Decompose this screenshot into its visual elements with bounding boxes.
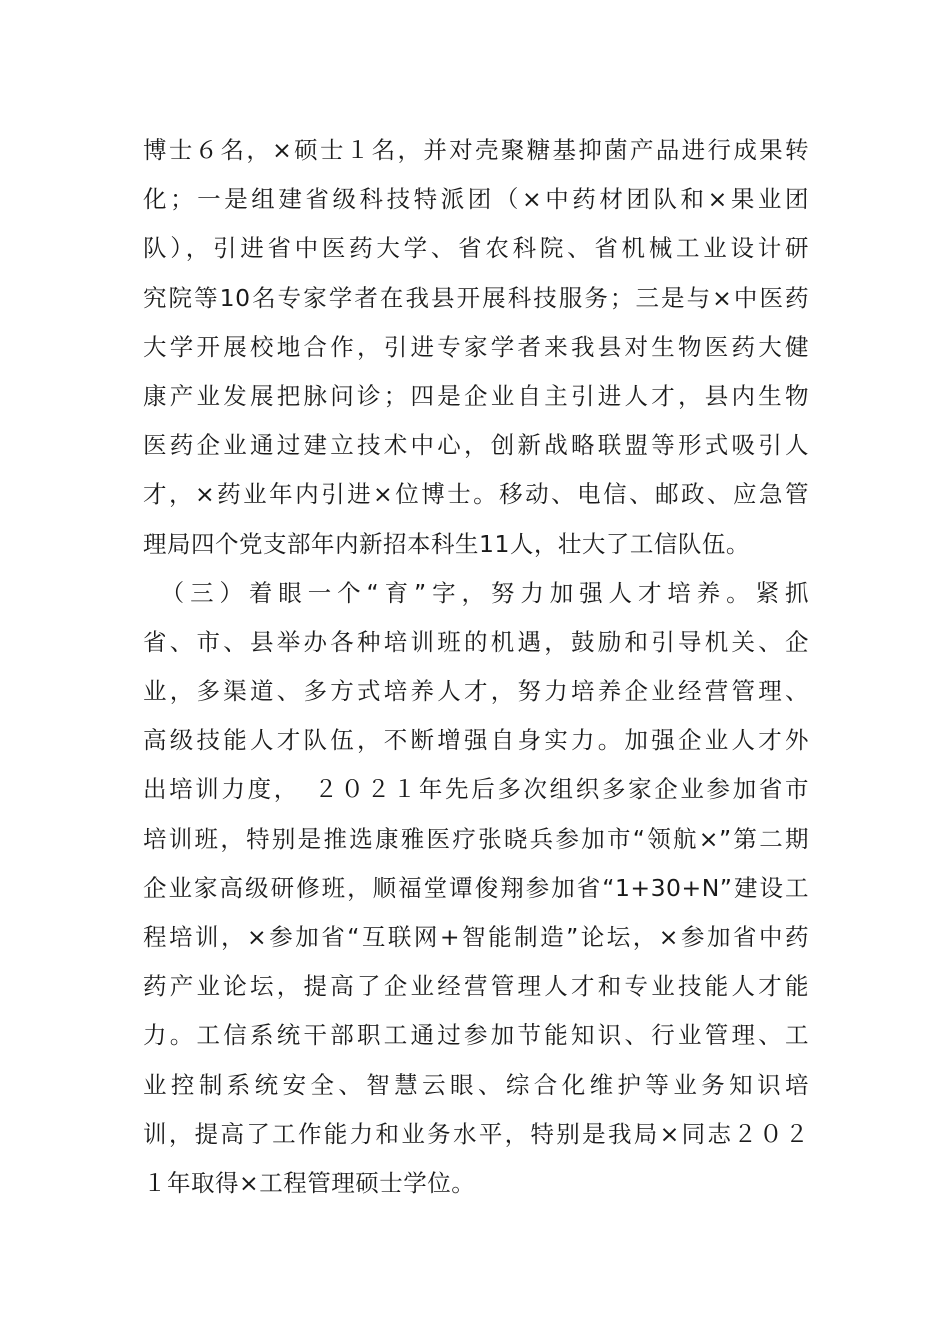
text-line: 才，×药业年内引进×位博士。移动、电信、邮政、应急管 <box>143 480 809 509</box>
text-line: 博士６名，×硕士１名，并对壳聚糖基抑菌产品进行成果转 <box>143 136 809 164</box>
text-line: 高级技能人才队伍，不断增强自身实力。加强企业人才外 <box>143 726 809 755</box>
text-line: １年取得×工程管理硕士学位。 <box>143 1168 476 1197</box>
text-line: 业控制系统安全、智慧云眼、综合化维护等业务知识培 <box>143 1070 809 1099</box>
text-line: 医药企业通过建立技术中心，创新战略联盟等形式吸引人 <box>143 431 809 460</box>
text-line: 队），引进省中医药大学、省农科院、省机械工业设计研 <box>143 234 809 263</box>
text-line: 康产业发展把脉问诊；四是企业自主引进人才，县内生物 <box>143 381 809 410</box>
text-line: 力。工信系统干部职工通过参加节能知识、行业管理、工 <box>143 1021 809 1050</box>
text-line: 化；一是组建省级科技特派团（×中药材团队和×果业团 <box>143 185 809 214</box>
text-line: 大学开展校地合作，引进专家学者来我县对生物医药大健 <box>143 332 809 361</box>
text-line: 业，多渠道、多方式培养人才，努力培养企业经营管理、 <box>143 677 809 706</box>
text-line: 省、市、县举办各种培训班的机遇，鼓励和引导机关、企 <box>143 627 809 656</box>
body-text <box>143 126 809 1208</box>
text-line: 出培训力度， ２０２１年先后多次组织多家企业参加省市 <box>143 775 809 804</box>
text-line: 训，提高了工作能力和业务水平，特别是我局×同志２０２ <box>143 1119 809 1148</box>
text-line: 究院等10名专家学者在我县开展科技服务；三是与×中医药 <box>143 283 809 312</box>
text-line: 培训班，特别是推选康雅医疗张晓兵参加市“领航×”第二期 <box>143 824 809 853</box>
text-line: 理局四个党支部年内新招本科生11人，壮大了工信队伍。 <box>143 529 750 558</box>
section-heading-line: （三）着眼一个“育”字，努力加强人才培养。紧抓 <box>143 578 809 607</box>
text-line: 药产业论坛，提高了企业经营管理人才和专业技能人才能 <box>143 972 809 1001</box>
text-line: 程培训，×参加省“互联网+智能制造”论坛，×参加省中药 <box>143 923 809 951</box>
text-line: 企业家高级研修班，顺福堂谭俊翔参加省“1+30+N”建设工 <box>143 873 809 902</box>
